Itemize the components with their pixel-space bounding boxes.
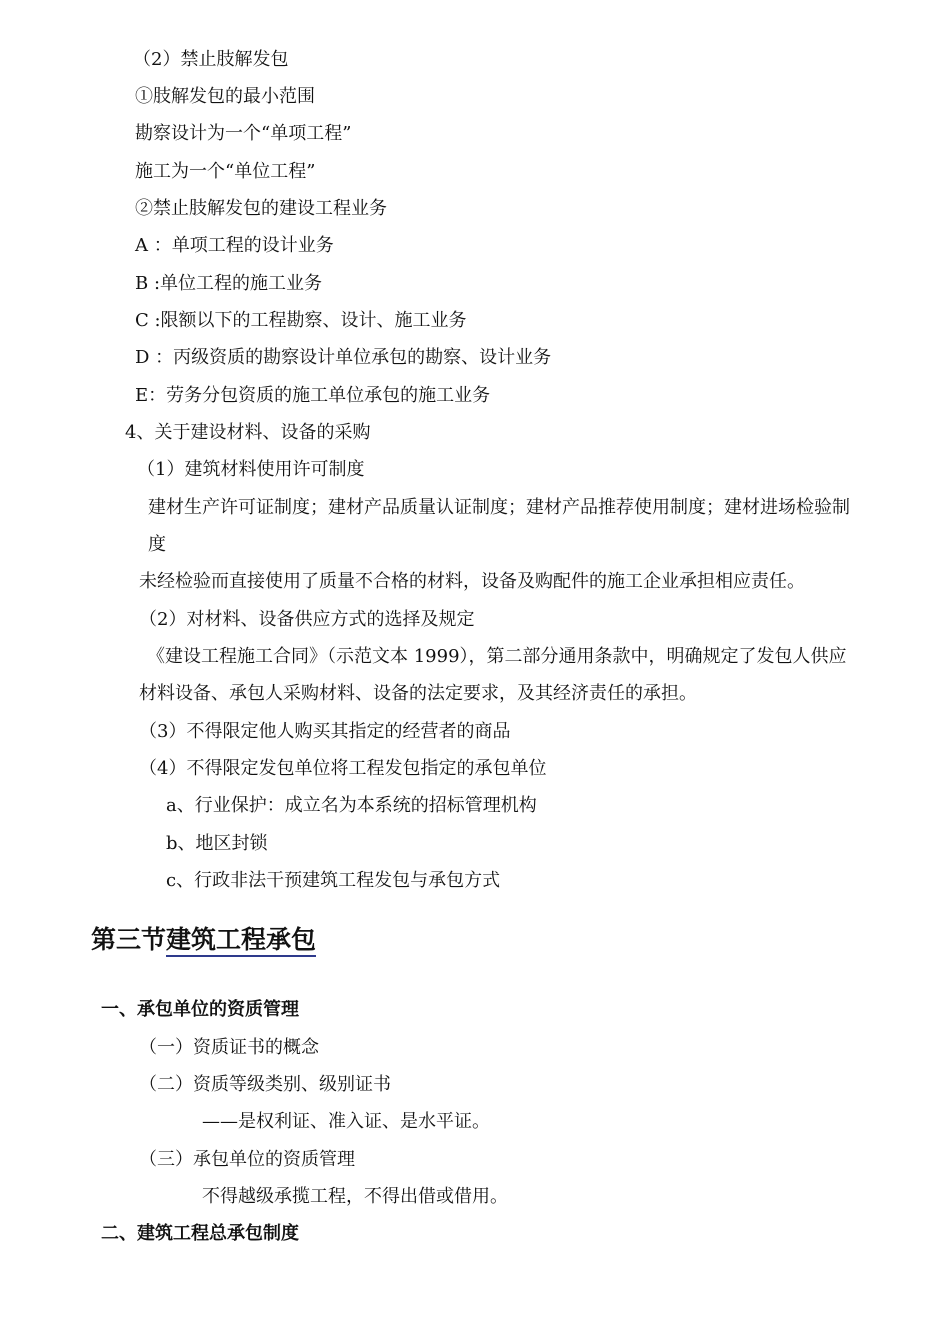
text-line: 未经检验而直接使用了质量不合格的材料，设备及购配件的施工企业承担相应责任。 [139, 571, 805, 592]
section-number: 第三节 [91, 925, 167, 954]
part1-item: ——是权利证、准入证、是水平证。 [202, 1111, 490, 1132]
part1-item: 不得越级承揽工程，不得出借或借用。 [202, 1186, 508, 1207]
text-line: 勘察设计为一个“单项工程” [135, 123, 352, 144]
text-line: （1）建筑材料使用许可制度 [137, 459, 365, 480]
text-line: 《建设工程施工合同》（示范文本 1999），第二部分通用条款中，明确规定了发包人供应 [147, 646, 847, 667]
text-line: A ：单项工程的设计业务 [135, 235, 334, 256]
text-line: （4）不得限定发包单位将工程发包指定的承包单位 [139, 758, 547, 779]
section-title: 建筑工程承包 [166, 925, 316, 957]
text-line: （2）禁止肢解发包 [133, 49, 289, 70]
text-line: 建材生产许可证制度；建材产品质量认证制度；建材产品推荐使用制度；建材进场检验制 [148, 497, 850, 518]
text-line: 度 [148, 534, 166, 555]
part1-item: （一）资质证书的概念 [139, 1037, 319, 1058]
text-line: b、地区封锁 [166, 833, 268, 854]
text-line: 材料设备、承包人采购材料、设备的法定要求，及其经济责任的承担。 [139, 683, 697, 704]
text-line: 施工为一个“单位工程” [135, 161, 316, 182]
part2-heading: 二、建筑工程总承包制度 [101, 1223, 299, 1244]
text-line: a、行业保护：成立名为本系统的招标管理机构 [166, 795, 537, 816]
text-line: E：劳务分包资质的施工单位承包的施工业务 [135, 385, 491, 406]
section-heading [91, 924, 316, 956]
text-line: c、行政非法干预建筑工程发包与承包方式 [166, 870, 501, 891]
text-line: （3）不得限定他人购买其指定的经营者的商品 [139, 721, 511, 742]
part1-item: （三）承包单位的资质管理 [139, 1149, 355, 1170]
part1-item: （二）资质等级类别、级别证书 [139, 1074, 391, 1095]
text-line: D ：丙级资质的勘察设计单位承包的勘察、设计业务 [135, 347, 552, 368]
text-line: 4、关于建设材料、设备的采购 [125, 422, 371, 443]
text-line: ②禁止肢解发包的建设工程业务 [135, 198, 387, 219]
text-line: （2）对材料、设备供应方式的选择及规定 [139, 609, 475, 630]
part1-heading: 一、承包单位的资质管理 [101, 999, 299, 1020]
text-line: C :限额以下的工程勘察、设计、施工业务 [135, 310, 467, 331]
text-line: B :单位工程的施工业务 [135, 273, 323, 294]
text-line: ①肢解发包的最小范围 [135, 86, 315, 107]
